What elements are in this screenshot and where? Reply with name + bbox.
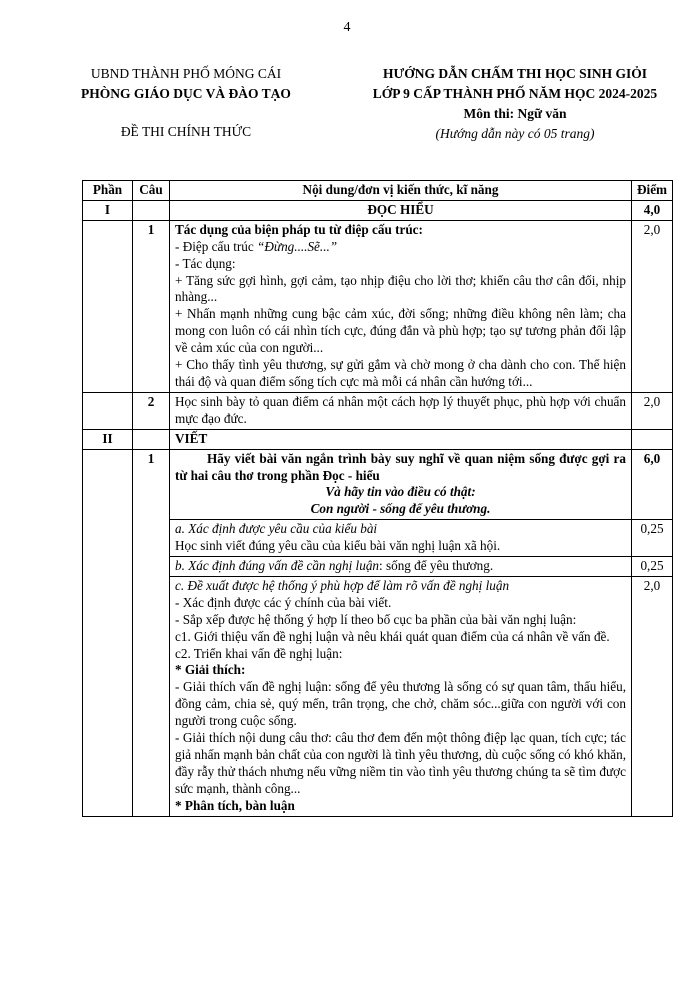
question-number: 1 <box>133 449 170 816</box>
content-line: + Nhấn mạnh những cung bậc cảm xúc, đời sống; những điều không nên làm; cha mong con luôn có cái nhìn tích cực, đúng đắn và phù hợp; tạo sự tương phản đối lập về cảm xúc của con người... <box>175 306 626 356</box>
content-line: - Điệp cấu trúc “Đừng....Sẽ...” <box>175 238 338 254</box>
criteria-row-a <box>83 520 673 557</box>
writing-row-prompt <box>83 449 673 520</box>
criteria-title: c. Đề xuất được hệ thống ý phù hợp để làm rõ vấn đề nghị luận <box>175 577 510 593</box>
page-number: 4 <box>343 20 351 35</box>
writing-prompt <box>170 449 632 520</box>
official-exam-label: ĐỀ THI CHÍNH THỨC <box>120 124 252 139</box>
doc-title: HƯỚNG DẪN CHẤM THI HỌC SINH GIỎI <box>382 66 648 81</box>
poem-line: Và hãy tin vào điều có thật: <box>325 484 476 500</box>
header-right <box>340 64 690 144</box>
content-subheading: * Phân tích, bàn luận <box>175 797 295 813</box>
content-subheading: * Giải thích: <box>175 662 246 678</box>
doc-subtitle: LỚP 9 CẤP THÀNH PHỐ NĂM HỌC 2024-2025 <box>372 86 658 101</box>
question-score: 2,0 <box>632 220 673 392</box>
question-content <box>170 220 632 392</box>
grading-table <box>82 180 673 817</box>
page-count-note: (Hướng dẫn này có 05 trang) <box>435 126 595 141</box>
question-number: 2 <box>133 392 170 429</box>
part-number: I <box>83 200 133 220</box>
criteria-row-c <box>83 576 673 816</box>
section-score: 4,0 <box>632 200 673 220</box>
question-row-2 <box>83 392 673 429</box>
content-line: - Sắp xếp được hệ thống ý hợp lí theo bố cục ba phần của bài văn nghị luận: <box>175 611 577 627</box>
subject-label: Môn thi: Ngữ văn <box>463 106 567 121</box>
header-left <box>62 64 310 142</box>
section-title: VIẾT <box>170 429 632 449</box>
criteria-row-b <box>83 557 673 577</box>
content-line: c2. Triển khai vấn đề nghị luận: <box>175 645 343 661</box>
col-header-part: Phần <box>83 181 133 201</box>
prompt-text: Hãy viết bài văn ngắn trình bày suy nghĩ về quan niệm sống được gợi ra từ hai câu thơ trong phần Đọc - hiểu <box>175 450 626 483</box>
content-line: - Giải thích nội dung câu thơ: câu thơ đem đến một thông điệp lạc quan, tích cực; tác giả nhấn mạnh bản chất của con người là tình yêu thương, dù cuộc sống có khó khăn, đầy rẫy thử thách nhưng nếu vững niềm tin vào tình yêu thương chúng ta sẽ tìm được sức mạnh, thành công... <box>175 730 626 796</box>
criteria-content <box>170 520 632 557</box>
criteria-score: 0,25 <box>632 520 673 557</box>
col-header-question: Câu <box>133 181 170 201</box>
content-line: - Xác định được các ý chính của bài viết. <box>175 594 392 610</box>
criteria-score: 0,25 <box>632 557 673 577</box>
table-header-row <box>83 181 673 201</box>
content-line: - Giải thích vấn đề nghị luận: sống để yêu thương là sống có sự quan tâm, thấu hiểu, đồng cảm, chia sẻ, quý mến, trân trọng, che chở, chăm sóc...giữa con người với con người trong cuộc sống. <box>175 679 626 729</box>
col-header-content: Nội dung/đơn vị kiến thức, kĩ năng <box>170 181 632 201</box>
part-number: II <box>83 429 133 449</box>
question-number: 1 <box>133 220 170 392</box>
section-title: ĐỌC HIỂU <box>170 200 632 220</box>
poem-line: Con người - sống để yêu thương. <box>310 501 491 517</box>
criteria-title: a. Xác định được yêu cầu của kiểu bài <box>175 521 378 537</box>
content-heading: Tác dụng của biện pháp tu từ điệp cấu trúc: <box>175 221 423 237</box>
criteria-content: b. Xác định đúng vấn đề cần nghị luận: sống để yêu thương. <box>170 557 632 577</box>
criteria-content <box>170 576 632 816</box>
question-score: 6,0 <box>632 449 673 520</box>
authority-name: UBND THÀNH PHỐ MÓNG CÁI <box>90 66 282 81</box>
question-score: 2,0 <box>632 392 673 429</box>
content-line: + Cho thấy tình yêu thương, sự gửi gắm và chờ mong ở cha dành cho con. Thể hiện thái độ và quan điểm sống tích cực mà mỗi cá nhân cần hướng tới... <box>175 357 626 389</box>
content-line: + Tăng sức gợi hình, gợi cảm, tạo nhịp điệu cho lời thơ; khiến câu thơ cân đối, nhịp nhàng... <box>175 272 626 305</box>
department-name: PHÒNG GIÁO DỤC VÀ ĐÀO TẠO <box>81 86 291 101</box>
question-content: Học sinh bày tỏ quan điểm cá nhân một cách hợp lý thuyết phục, phù hợp với chuẩn mực đạo đức. <box>170 392 632 429</box>
content-line: c1. Giới thiệu vấn đề nghị luận và nêu khái quát quan điểm của cá nhân về vấn đề. <box>175 628 610 644</box>
question-row-1 <box>83 220 673 392</box>
section-row-reading <box>83 200 673 220</box>
content-line: - Tác dụng: <box>175 255 236 271</box>
criteria-score: 2,0 <box>632 576 673 816</box>
criteria-text: Học sinh viết đúng yêu cầu của kiểu bài văn nghị luận xã hội. <box>175 538 501 554</box>
col-header-score: Điểm <box>632 181 673 201</box>
section-row-writing <box>83 429 673 449</box>
